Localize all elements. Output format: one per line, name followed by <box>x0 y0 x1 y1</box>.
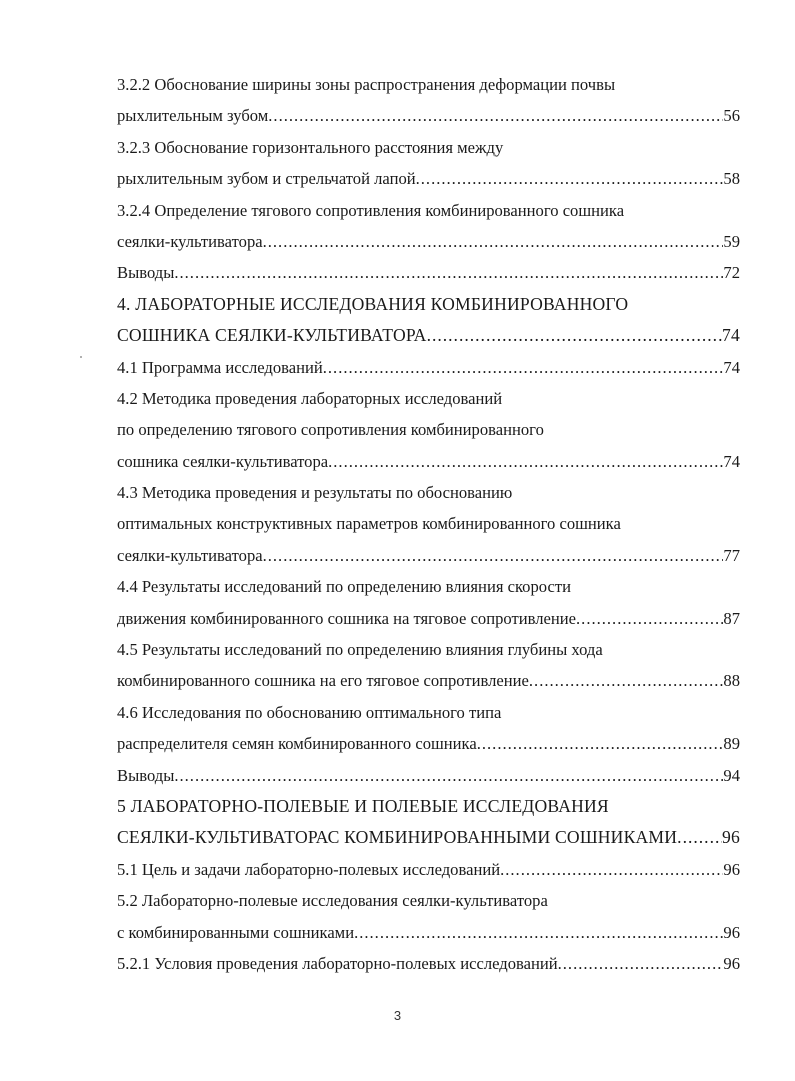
toc-line <box>117 132 740 163</box>
toc-entry <box>117 854 740 885</box>
toc-entry <box>117 446 740 477</box>
dot-leader <box>174 257 723 288</box>
dot-leader <box>328 446 723 477</box>
toc-entry <box>117 320 740 351</box>
dot-leader <box>477 728 724 759</box>
toc-entry <box>117 917 740 948</box>
toc-entry <box>117 352 740 383</box>
toc-text: 3.2.4 Определение тягового сопротивления комбинированного сошника <box>117 200 625 220</box>
toc-text: Выводы <box>117 263 175 283</box>
dot-leader <box>323 352 724 383</box>
toc-entry <box>117 665 740 696</box>
toc-text: комбинированного сошника на его тяговое сопротивление <box>117 671 529 691</box>
dot-leader <box>500 854 723 885</box>
dot-leader <box>576 603 723 634</box>
toc-entry <box>117 728 740 759</box>
toc-text: сошника сеялки-культиватора <box>117 451 329 471</box>
toc-text: 5.2.1 Условия проведения лабораторно-полевых исследований <box>117 953 558 973</box>
toc-page: 59 <box>723 231 740 251</box>
toc-text: 5.1 Цель и задачи лабораторно-полевых исследований <box>117 859 501 879</box>
toc-text: по определению тягового сопротивления комбинированного <box>117 420 544 440</box>
toc-chapter-heading <box>117 289 740 320</box>
toc-text: 3.2.3 Обоснование горизонтального расстояния между <box>117 137 504 157</box>
dot-leader <box>263 540 724 571</box>
toc-text: 4.4 Результаты исследований по определению влияния скорости <box>117 577 571 597</box>
toc-text: сеялки-культиватора <box>117 231 263 251</box>
toc-text: 4.5 Результаты исследований по определению влияния глубины хода <box>117 640 603 660</box>
toc-text: сеялки-культиватора <box>117 545 263 565</box>
toc-entry <box>117 822 740 853</box>
toc-page: 89 <box>723 734 740 754</box>
dot-leader <box>174 760 723 791</box>
toc-page: 77 <box>723 545 740 565</box>
toc-page: 56 <box>723 106 740 126</box>
toc-page: 74 <box>722 325 740 346</box>
toc-line <box>117 508 740 539</box>
toc-text: 4.3 Методика проведения и результаты по обоснованию <box>117 483 513 503</box>
toc-page: 94 <box>723 765 740 785</box>
toc-entry <box>117 948 740 979</box>
toc-entry <box>117 100 740 131</box>
toc-entry <box>117 163 740 194</box>
dot-leader <box>427 320 722 351</box>
toc-line <box>117 414 740 445</box>
toc-text: СЕЯЛКИ-КУЛЬТИВАТОРАС КОМБИНИРОВАННЫМИ СОШНИКАМИ <box>117 827 678 848</box>
toc-line <box>117 697 740 728</box>
toc-line <box>117 69 740 100</box>
scan-speck <box>80 356 82 358</box>
toc-page: 96 <box>723 953 740 973</box>
toc-text: СОШНИКА СЕЯЛКИ-КУЛЬТИВАТОРА <box>117 325 427 346</box>
toc-text: 4. ЛАБОРАТОРНЫЕ ИССЛЕДОВАНИЯ КОМБИНИРОВАННОГО <box>117 293 629 314</box>
toc-line <box>117 634 740 665</box>
toc-page: 74 <box>723 357 740 377</box>
toc-page: 58 <box>723 169 740 189</box>
toc-text: 3.2.2 Обоснование ширины зоны распространения деформации почвы <box>117 75 616 94</box>
page-number: 3 <box>393 1008 402 1023</box>
toc-text: движения комбинированного сошника на тяговое сопротивление <box>117 608 577 628</box>
toc-entry <box>117 257 740 288</box>
toc-chapter-heading <box>117 791 740 822</box>
toc-entry <box>117 603 740 634</box>
toc-page: 96 <box>723 859 740 879</box>
toc-text: рыхлительным зубом <box>117 106 269 126</box>
toc-text: Выводы <box>117 765 175 785</box>
toc-text: рыхлительным зубом и стрельчатой лапой <box>117 169 416 189</box>
dot-leader <box>268 100 723 131</box>
toc-line <box>117 571 740 602</box>
toc-page: 72 <box>723 263 740 283</box>
dot-leader <box>677 822 722 853</box>
toc-text: распределителя семян комбинированного сошника <box>117 734 477 754</box>
toc-line <box>117 885 740 916</box>
toc-text: 5 ЛАБОРАТОРНО-ПОЛЕВЫЕ И ПОЛЕВЫЕ ИССЛЕДОВАНИЯ <box>117 795 609 816</box>
toc-page: 88 <box>723 671 740 691</box>
toc-line <box>117 477 740 508</box>
table-of-contents <box>117 69 740 979</box>
toc-page: 96 <box>722 827 740 848</box>
toc-line <box>117 195 740 226</box>
dot-leader <box>263 226 724 257</box>
dot-leader <box>558 948 724 979</box>
toc-page: 96 <box>723 922 740 942</box>
toc-text: 5.2 Лабораторно-полевые исследования сеялки-культиватора <box>117 891 548 911</box>
toc-entry <box>117 540 740 571</box>
toc-text: оптимальных конструктивных параметров комбинированного сошника <box>117 514 621 534</box>
dot-leader <box>416 163 724 194</box>
dot-leader <box>354 917 723 948</box>
toc-text: 4.2 Методика проведения лабораторных исследований <box>117 388 503 408</box>
toc-entry <box>117 760 740 791</box>
toc-text: с комбинированными сошниками <box>117 922 355 942</box>
toc-page: 87 <box>723 608 740 628</box>
toc-text: 4.1 Программа исследований <box>117 357 323 377</box>
toc-entry <box>117 226 740 257</box>
toc-page: 74 <box>723 451 740 471</box>
toc-line <box>117 383 740 414</box>
dot-leader <box>529 665 724 696</box>
toc-text: 4.6 Исследования по обоснованию оптимального типа <box>117 702 502 722</box>
